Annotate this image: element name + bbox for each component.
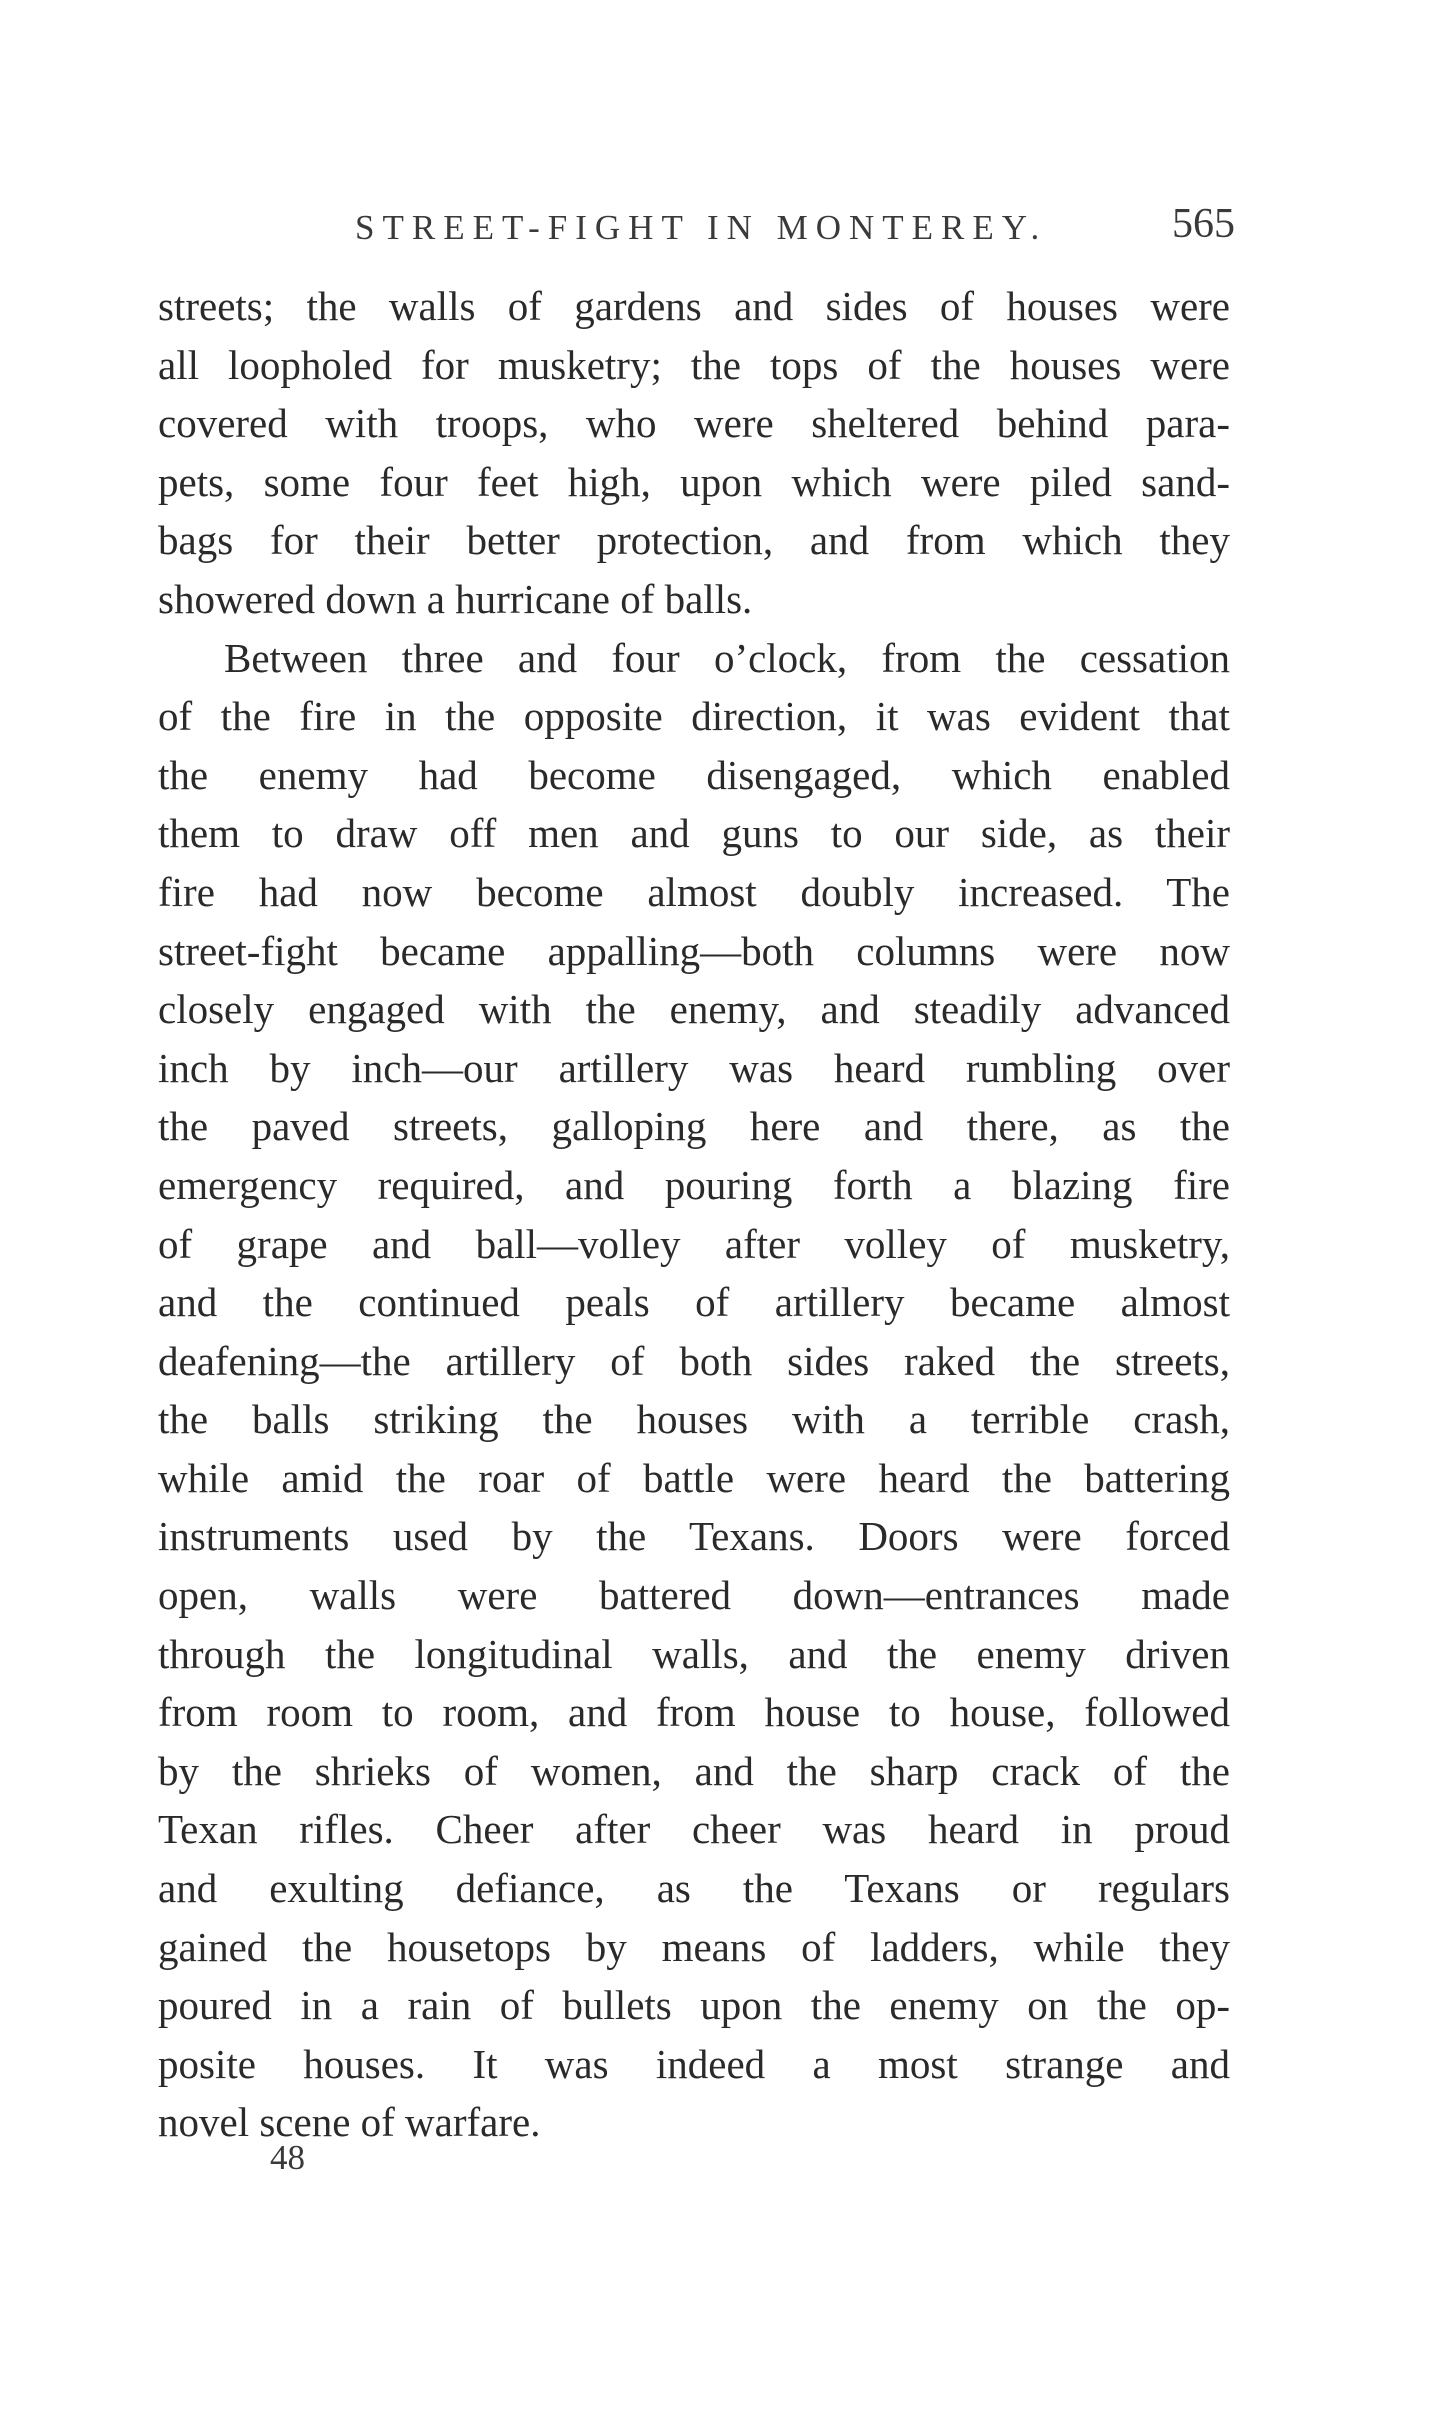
- text-line: and the continued peals of artillery became almost: [158, 1279, 1230, 1326]
- text-line: pets, some four feet high, upon which were piled sand-: [158, 458, 1230, 505]
- text-line: through the longitudinal walls, and the enemy driven: [158, 1630, 1230, 1677]
- text-line: inch by inch—our artillery was heard rumbling over: [158, 1044, 1230, 1091]
- text-line: bags for their better protection, and from which they: [158, 517, 1230, 564]
- text-line: the paved streets, galloping here and there, as the: [158, 1103, 1230, 1150]
- text-line: by the shrieks of women, and the sharp crack of the: [158, 1747, 1230, 1794]
- text-line: gained the housetops by means of ladders, while they: [158, 1923, 1230, 1970]
- text-line: streets; the walls of gardens and sides of houses were: [158, 283, 1230, 329]
- text-line: closely engaged with the enemy, and steadily advanced: [158, 986, 1230, 1033]
- text-line: street-fight became appalling—both columns were now: [158, 927, 1230, 974]
- running-title: STREET-FIGHT IN MONTEREY.: [355, 208, 1048, 247]
- text-line: of grape and ball—volley after volley of musketry,: [158, 1220, 1230, 1267]
- text-line: the balls striking the houses with a terrible crash,: [158, 1396, 1230, 1443]
- text-line: instruments used by the Texans. Doors were forced: [158, 1513, 1230, 1560]
- text-line: deafening—the artillery of both sides raked the streets,: [158, 1337, 1230, 1384]
- text-line: Between three and four o’clock, from the cessation: [224, 634, 1230, 681]
- text-line: of the fire in the opposite direction, it was evident that: [158, 693, 1230, 740]
- page-number: 565: [1172, 201, 1235, 247]
- text-line: and exulting defiance, as the Texans or regulars: [158, 1865, 1230, 1912]
- text-line: covered with troops, who were sheltered behind para-: [158, 400, 1230, 447]
- text-line: novel scene of warfare.: [158, 2099, 541, 2146]
- text-line: the enemy had become disengaged, which enabled: [158, 751, 1230, 798]
- text-line: poured in a rain of bullets upon the enemy on the op-: [158, 1982, 1230, 2029]
- text-line: emergency required, and pouring forth a blazing fire: [158, 1161, 1230, 1208]
- text-line: fire had now become almost doubly increased. The: [158, 868, 1230, 915]
- text-line: showered down a hurricane of balls.: [158, 575, 753, 622]
- running-head: [155, 200, 1235, 260]
- text-line: open, walls were battered down—entrances made: [158, 1572, 1230, 1619]
- text-line: all loopholed for musketry; the tops of the houses were: [158, 341, 1230, 388]
- text-line: Texan rifles. Cheer after cheer was heard in proud: [158, 1806, 1230, 1853]
- signature-mark: 48: [270, 2138, 305, 2177]
- text-line: them to draw off men and guns to our side, as their: [158, 810, 1230, 857]
- text-line: posite houses. It was indeed a most strange and: [158, 2040, 1230, 2087]
- text-line: from room to room, and from house to house, followed: [158, 1689, 1230, 1736]
- body-text: [158, 277, 1230, 2152]
- text-line: while amid the roar of battle were heard the battering: [158, 1454, 1230, 1501]
